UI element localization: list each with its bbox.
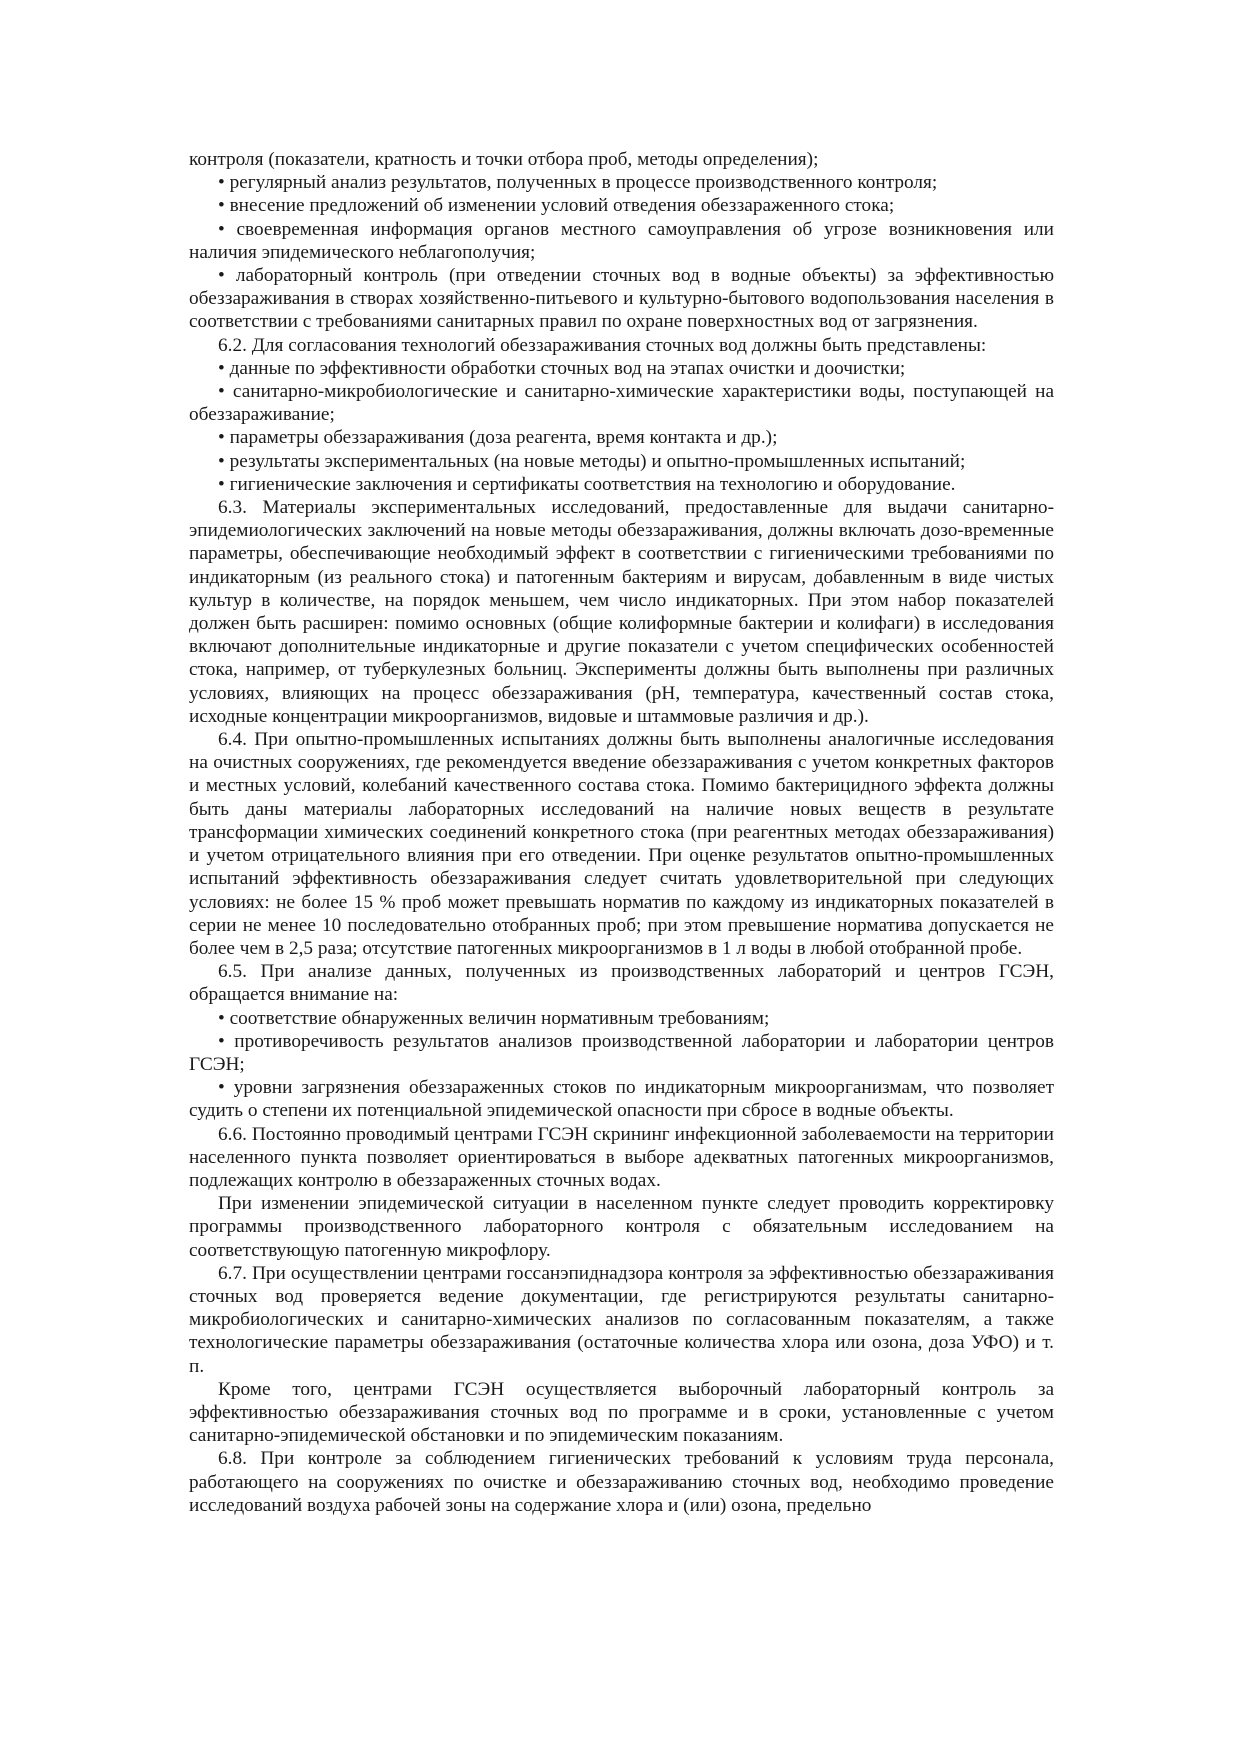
paragraph-17: 6.6. Постоянно проводимый центрами ГСЭН скрининг инфекционной заболеваемости на территории населенного пункта позволяет ориентироваться в выборе адекватных патогенных микроорганизмов, подлежащих контролю в обеззараженных сточных водах. <box>189 1123 1054 1191</box>
paragraph-11: 6.3. Материалы экспериментальных исследований, предоставленные для выдачи санитарно-эпидемиологических заключений на новые методы обеззараживания, должны включать дозо-временные параметры, обеспечивающие необходимый эффект в соответствии с гигиеническими требованиями по индикаторным (из реального стока) и патогенным бактериям и вирусам, добавленным в виде чистых культур в количестве, на порядок меньшем, чем число индикаторных. При этом набор показателей должен быть расширен: помимо основных (общие колиформные бактерии и колифаги) в исследования включают дополнительные индикаторные и другие показатели с учетом специфических особенностей стока, например, от туберкулезных больниц. Эксперименты должны быть выполнены при различных условиях, влияющих на процесс обеззараживания (pH, температура, качественный состав стока, исходные концентрации микроорганизмов, видовые и штаммовые различия и др.). <box>189 497 1054 727</box>
paragraph-5: 6.2. Для согласования технологий обеззараживания сточных вод должны быть представлены: <box>218 334 987 356</box>
paragraph-9: • результаты экспериментальных (на новые методы) и опытно-промышленных испытаний; <box>218 450 966 472</box>
paragraph-0: контроля (показатели, кратность и точки отбора проб, методы определения); <box>189 149 819 170</box>
paragraph-12: 6.4. При опытно-промышленных испытаниях должны быть выполнены аналогичные исследования на очистных сооружениях, где рекомендуется введение обеззараживания с учетом конкретных факторов и местных условий, колебаний качественного состава стока. Помимо бактерицидного эффекта должны быть даны материалы лабораторных исследований на наличие новых веществ в результате трансформации химических соединений конкретного стока (при реагентных методах обеззараживания) и учетом отрицательного влияния при его отведении. При оценке результатов опытно-промышленных испытаний эффективность обеззараживания следует считать удовлетворительной при следующих условиях: не более 15 % проб может превышать норматив по каждому из индикаторных показателей в серии не менее 10 последовательно отобранных проб; при этом превышение норматива допускается не более чем в 2,5 раза; отсутствие патогенных микроорганизмов в 1 л воды в любой отобранной пробе. <box>189 729 1054 959</box>
paragraph-6: • данные по эффективности обработки сточных вод на этапах очистки и доочистки; <box>218 357 906 379</box>
paragraph-15: • противоречивость результатов анализов производственной лаборатории и лаборатории центров ГСЭН; <box>189 1030 1054 1075</box>
paragraph-16: • уровни загрязнения обеззараженных стоков по индикаторным микроорганизмам, что позволяет судить о степени их потенциальной эпидемической опасности при сбросе в водные объекты. <box>189 1077 1054 1122</box>
paragraph-8: • параметры обеззараживания (доза реагента, время контакта и др.); <box>218 427 778 449</box>
paragraph-3: • своевременная информация органов местного самоуправления об угрозе возникновения или наличия эпидемического неблагополучия; <box>189 218 1054 263</box>
paragraph-21: 6.8. При контроле за соблюдением гигиенических требований к условиям труда персонала, работающего на сооружениях по очистке и обеззараживанию сточных вод, необходимо проведение исследований воздуха рабочей зоны на содержание хлора и (или) озона, предельно <box>189 1448 1054 1516</box>
paragraph-10: • гигиенические заключения и сертификаты соответствия на технологию и оборудование. <box>218 473 956 495</box>
paragraph-2: • внесение предложений об изменении условий отведения обеззараженного стока; <box>218 195 895 217</box>
paragraph-14: • соответствие обнаруженных величин нормативным требованиям; <box>218 1007 770 1029</box>
paragraph-18: При изменении эпидемической ситуации в населенном пункте следует проводить корректировку программы производственного лабораторного контроля с обязательным исследованием на соответствующую патогенную микрофлору. <box>189 1193 1054 1261</box>
paragraph-20: Кроме того, центрами ГСЭН осуществляется выборочный лабораторный контроль за эффективностью обеззараживания сточных вод по программе и в сроки, установленные с учетом санитарно-эпидемической обстановки и по эпидемическим показаниям. <box>189 1378 1054 1447</box>
paragraph-4: • лабораторный контроль (при отведении сточных вод в водные объекты) за эффективностью обеззараживания в створах хозяйственно-питьевого и культурно-бытового водопользования населения в соответствии с требованиями санитарных правил по охране поверхностных вод от загрязнения. <box>189 265 1054 333</box>
paragraph-7: • санитарно-микробиологические и санитарно-химические характеристики воды, поступающей на обеззараживание; <box>189 381 1054 426</box>
paragraph-13: 6.5. При анализе данных, полученных из производственных лабораторий и центров ГСЭН, обращается внимание на: <box>189 961 1054 1006</box>
paragraph-1: • регулярный анализ результатов, полученных в процессе производственного контроля; <box>218 172 938 194</box>
paragraph-19: 6.7. При осуществлении центрами госсанэпиднадзора контроля за эффективностью обеззараживания сточных вод проверяется ведение документации, где регистрируются результаты санитарно-микробиологических и санитарно-химических анализов по согласованным показателям, а также технологические параметры обеззараживания (остаточные количества хлора или озона, доза УФО) и т. п. <box>189 1262 1054 1377</box>
document-page <box>189 148 1054 1517</box>
